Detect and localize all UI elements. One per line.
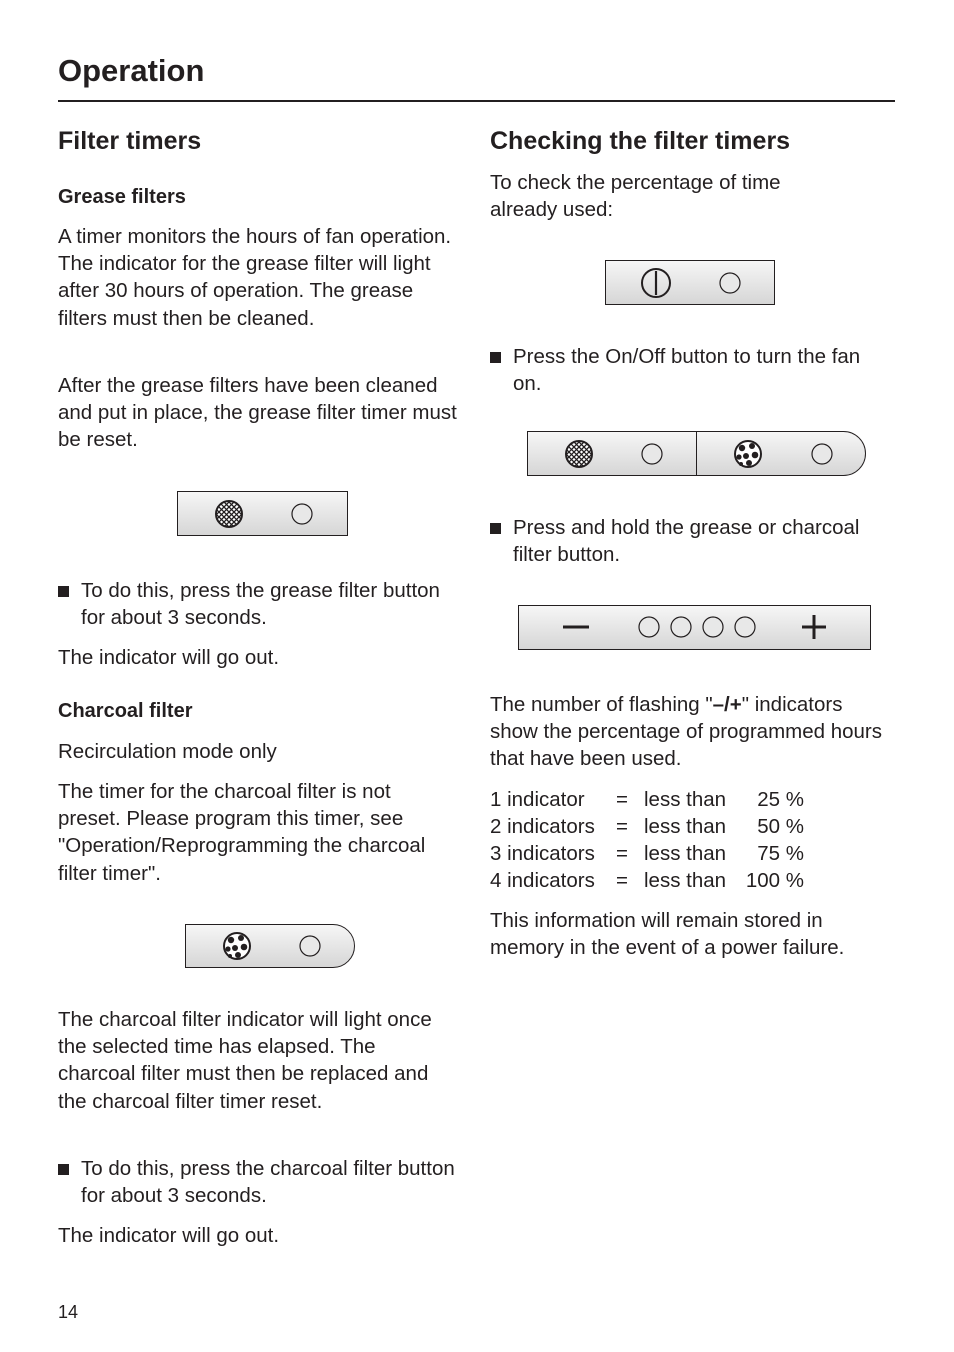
page-title: Operation xyxy=(58,53,205,88)
grease-filter-icon[interactable] xyxy=(208,495,250,536)
grease-para-1: A timer monitors the hours of fan operation. The indicator for the grease filter will light after 30 hours of operation. The grease filters must then be cleaned. xyxy=(58,225,452,330)
on-off-panel xyxy=(605,260,775,305)
bullet-square-icon xyxy=(490,523,501,534)
bullet-square-icon xyxy=(490,352,501,363)
indicator-percentage-table xyxy=(490,786,804,894)
grease-after: The indicator will go out. xyxy=(58,646,280,669)
indicator-led-icon xyxy=(639,617,659,637)
table-row: 4 indicators = less than 100 % xyxy=(490,869,804,892)
page-number: 14 xyxy=(58,1302,79,1322)
charcoal-filter-icon[interactable] xyxy=(224,933,250,959)
table-row: 3 indicators = less than 75 % xyxy=(490,842,804,865)
charcoal-para-1: The timer for the charcoal filter is not preset. Please program this timer, see "Operation/Reprogramming the charcoal filter timer". xyxy=(58,780,426,885)
indicator-led-icon xyxy=(671,617,691,637)
on-off-icon[interactable] xyxy=(642,269,670,297)
grease-para-2: After the grease filters have been cleaned and put in place, the grease filter timer must be reset. xyxy=(58,374,457,452)
flashing-indicators-para: The number of flashing "–/+" indicators show the percentage of programmed hours that have been used. xyxy=(490,693,883,771)
indicator-led-icon xyxy=(642,444,662,464)
checking-intro: To check the percentage of time already used: xyxy=(490,171,781,222)
subheading-charcoal-filter: Charcoal filter xyxy=(58,700,193,722)
indicator-led-icon xyxy=(300,936,320,956)
title-rule xyxy=(58,100,895,102)
bullet-square-icon xyxy=(58,1164,69,1175)
charcoal-filter-panel-right xyxy=(696,431,866,476)
table-row: 2 indicators = less than 50 % xyxy=(490,815,804,838)
charcoal-note: Recirculation mode only xyxy=(58,740,277,763)
bullet-square-icon xyxy=(58,586,69,597)
indicator-led-icon xyxy=(292,504,312,524)
subheading-grease-filters: Grease filters xyxy=(58,186,186,208)
charcoal-after: The indicator will go out. xyxy=(58,1224,280,1247)
grease-filter-panel-right xyxy=(527,431,697,476)
charcoal-filter-icon[interactable] xyxy=(735,441,761,467)
indicator-led-icon xyxy=(812,444,832,464)
grease-filter-icon[interactable] xyxy=(558,435,600,476)
plus-icon[interactable] xyxy=(802,615,826,639)
section-heading-filter-timers: Filter timers xyxy=(58,127,202,155)
grease-filter-panel xyxy=(177,491,348,536)
charcoal-filter-panel xyxy=(185,924,355,968)
minus-plus-panel xyxy=(518,605,871,650)
indicator-led-icon xyxy=(720,273,740,293)
section-heading-checking: Checking the filter timers xyxy=(490,127,791,155)
memory-note: This information will remain stored in memory in the event of a power failure. xyxy=(490,909,845,960)
table-row: 1 indicator = less than 25 % xyxy=(490,788,804,811)
charcoal-para-2: The charcoal filter indicator will light once the selected time has elapsed. The charcoal filter must then be replaced and the charcoal filter timer reset. xyxy=(58,1008,432,1113)
indicator-led-icon xyxy=(703,617,723,637)
indicator-led-icon xyxy=(735,617,755,637)
